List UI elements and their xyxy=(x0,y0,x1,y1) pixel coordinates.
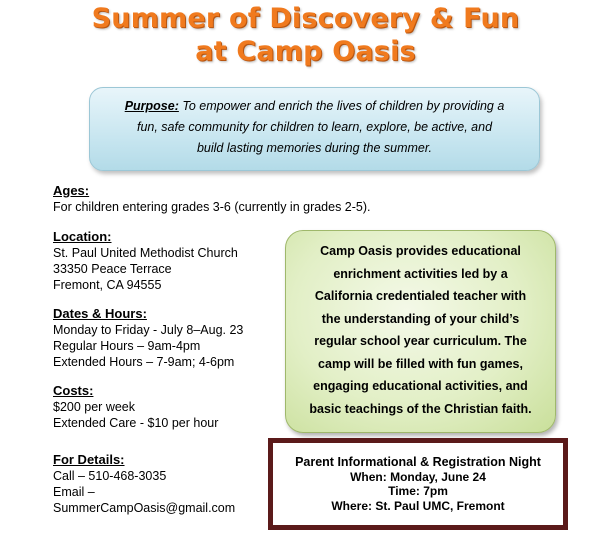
event-time: Time: 7pm xyxy=(388,484,448,498)
info-line-1: Camp Oasis provides educational xyxy=(320,244,521,258)
info-line-3: California credentialed teacher with xyxy=(314,289,527,303)
purpose-line-1 xyxy=(100,96,529,117)
ages-heading: Ages: xyxy=(53,183,90,198)
info-line-4: the understanding of your child’s xyxy=(321,311,520,326)
purpose-text-1: To empower and enrich the lives of children by providing a xyxy=(182,99,505,113)
details-heading: For Details: xyxy=(53,452,125,467)
location-line-1: St. Paul United Methodist Church xyxy=(53,246,238,260)
ages-line-1: For children entering grades 3-6 (currently in grades 2-5). xyxy=(53,200,371,214)
event-box xyxy=(268,438,568,530)
purpose-line-2: fun, safe community for children to learn, explore, be active, and xyxy=(136,120,493,134)
purpose-line-3: build lasting memories during the summer. xyxy=(196,141,433,155)
details-email-label: Email – xyxy=(53,485,95,499)
location-section xyxy=(53,229,238,293)
purpose-box xyxy=(89,87,540,171)
dates-section xyxy=(53,306,243,370)
location-line-2: 33350 Peace Terrace xyxy=(53,262,172,276)
info-line-6: camp will be filled with fun games, xyxy=(318,356,523,371)
event-when: When: Monday, June 24 xyxy=(350,469,486,484)
purpose-label: Purpose: xyxy=(124,99,179,113)
dates-heading: Dates & Hours: xyxy=(53,306,147,321)
info-line-2: enrichment activities led by a xyxy=(333,266,508,281)
details-section xyxy=(53,452,235,516)
costs-line-2: Extended Care - $10 per hour xyxy=(53,416,219,430)
costs-section xyxy=(53,383,218,431)
title-line-2: at Camp Oasis xyxy=(195,36,416,67)
info-box xyxy=(285,230,556,433)
title-line-1: Summer of Discovery & Fun xyxy=(91,3,520,34)
costs-heading: Costs: xyxy=(53,383,94,398)
info-line-5: regular school year curriculum. The xyxy=(314,334,527,348)
dates-line-3: Extended Hours – 7-9am; 4-6pm xyxy=(53,355,235,369)
costs-line-1: $200 per week xyxy=(53,400,136,414)
location-line-3: Fremont, CA 94555 xyxy=(53,278,162,292)
dates-line-1: Monday to Friday - July 8–Aug. 23 xyxy=(53,323,244,337)
location-heading: Location: xyxy=(53,229,112,244)
info-line-7: engaging educational activities, and xyxy=(313,379,528,393)
dates-line-2: Regular Hours – 9am-4pm xyxy=(53,339,201,353)
details-phone: Call – 510-468-3035 xyxy=(53,469,167,483)
event-title: Parent Informational & Registration Night xyxy=(295,455,541,469)
ages-section xyxy=(53,183,371,215)
details-email: SummerCampOasis@gmail.com xyxy=(53,501,236,515)
info-line-8: basic teachings of the Christian faith. xyxy=(309,401,532,416)
event-where: Where: St. Paul UMC, Fremont xyxy=(331,498,505,513)
